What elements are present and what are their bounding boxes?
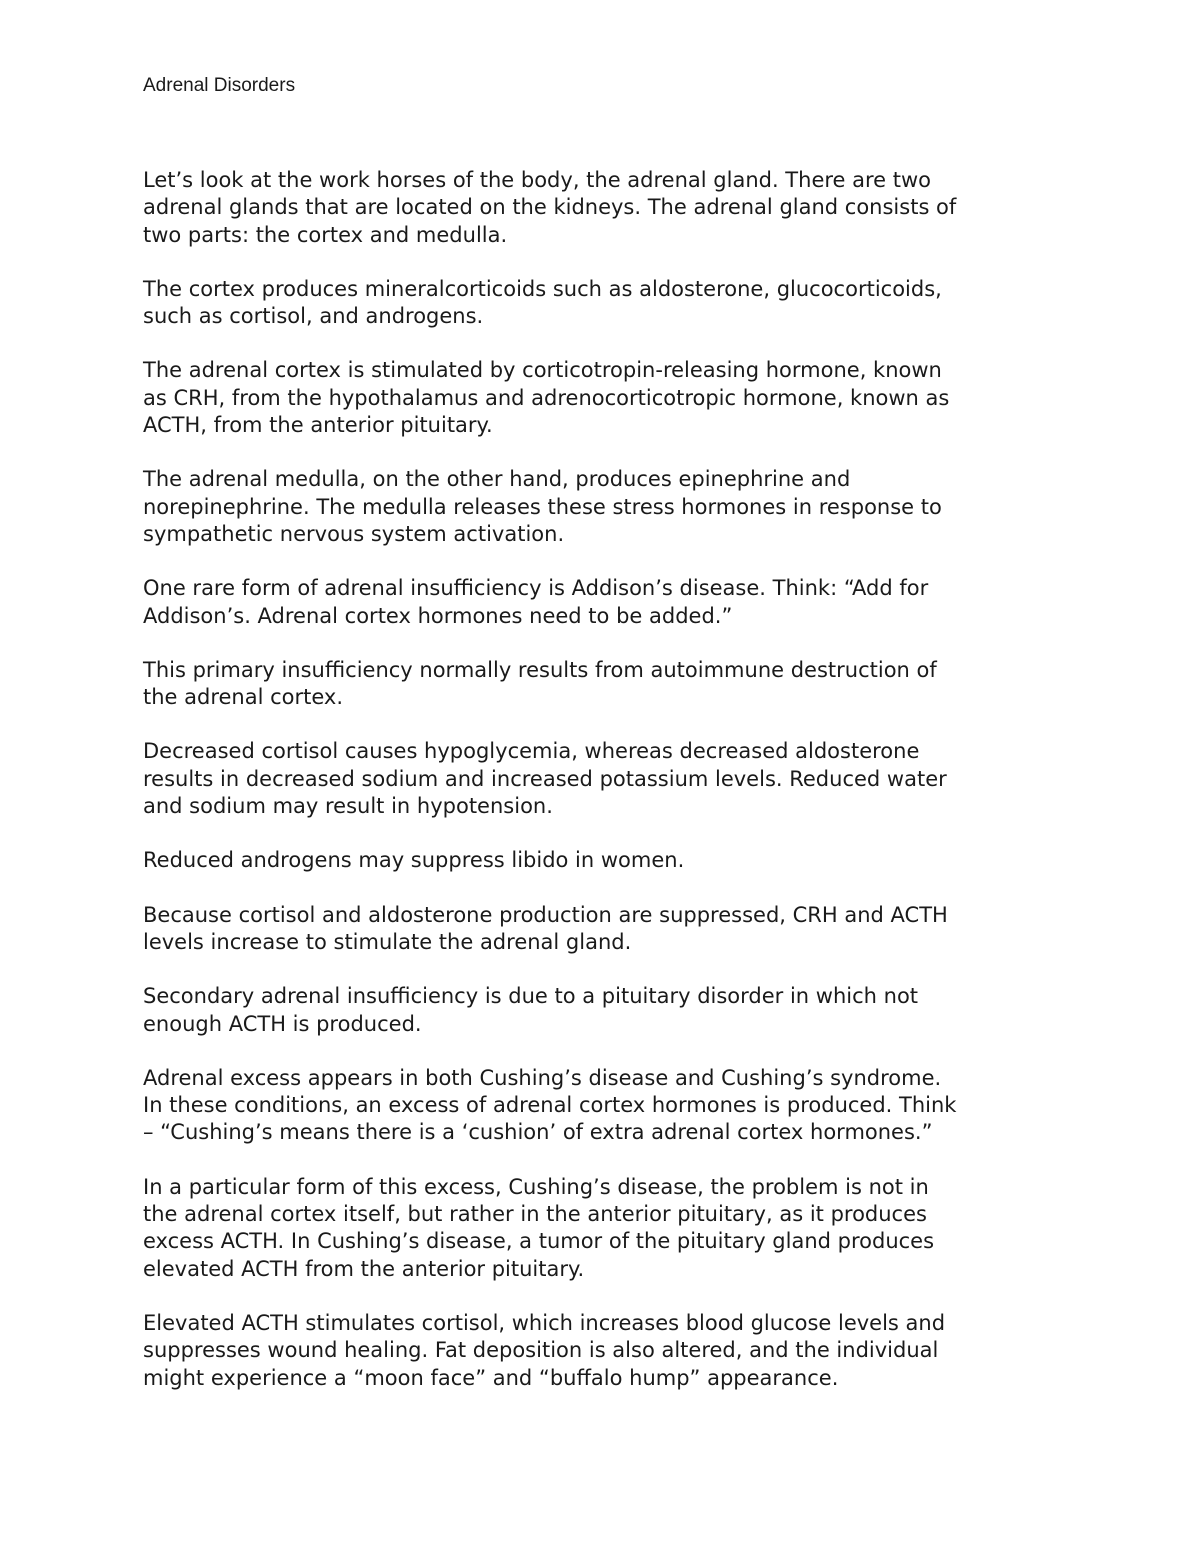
- text-line: as CRH, from the hypothalamus and adrenocorticotropic hormone, known as: [143, 385, 950, 410]
- paragraph: [143, 1174, 1073, 1283]
- text-line: Because cortisol and aldosterone production are suppressed, CRH and ACTH: [143, 902, 948, 927]
- text-line: – “Cushing’s means there is a ‘cushion’ of extra adrenal cortex hormones.”: [143, 1120, 933, 1145]
- text-line: ACTH, from the anterior pituitary.: [143, 413, 493, 438]
- text-line: sympathetic nervous system activation.: [143, 521, 565, 546]
- document-body: [143, 167, 1073, 1419]
- text-line: Adrenal excess appears in both Cushing’s disease and Cushing’s syndrome.: [143, 1065, 942, 1090]
- text-line: Addison’s. Adrenal cortex hormones need to be added.”: [143, 603, 733, 628]
- paragraph: [143, 1065, 1073, 1147]
- text-line: This primary insufficiency normally results from autoimmune destruction of: [143, 657, 937, 682]
- paragraph: [143, 1310, 1073, 1392]
- document-title: Adrenal Disorders: [143, 75, 296, 96]
- text-line: norepinephrine. The medulla releases these stress hormones in response to: [143, 494, 942, 519]
- text-line: might experience a “moon face” and “buffalo hump” appearance.: [143, 1365, 839, 1390]
- text-line: excess ACTH. In Cushing’s disease, a tumor of the pituitary gland produces: [143, 1229, 935, 1254]
- paragraph: [143, 357, 1073, 439]
- paragraph: [143, 983, 1073, 1038]
- text-line: Elevated ACTH stimulates cortisol, which increases blood glucose levels and: [143, 1310, 946, 1335]
- paragraph: [143, 847, 1073, 874]
- paragraph: [143, 276, 1073, 331]
- text-line: One rare form of adrenal insufficiency is Addison’s disease. Think: “Add for: [143, 576, 929, 601]
- text-line: elevated ACTH from the anterior pituitary.: [143, 1256, 585, 1281]
- text-line: In a particular form of this excess, Cushing’s disease, the problem is not in: [143, 1174, 929, 1199]
- text-line: two parts: the cortex and medulla.: [143, 222, 508, 247]
- text-line: adrenal glands that are located on the kidneys. The adrenal gland consists of: [143, 195, 957, 220]
- text-line: In these conditions, an excess of adrenal cortex hormones is produced. Think: [143, 1093, 957, 1118]
- text-line: The adrenal medulla, on the other hand, produces epinephrine and: [143, 467, 851, 492]
- paragraph: [143, 738, 1073, 820]
- paragraph: [143, 657, 1073, 712]
- text-line: the adrenal cortex.: [143, 685, 344, 710]
- paragraph: [143, 575, 1073, 630]
- text-line: Decreased cortisol causes hypoglycemia, whereas decreased aldosterone: [143, 739, 920, 764]
- text-line: and sodium may result in hypotension.: [143, 794, 553, 819]
- text-line: the adrenal cortex itself, but rather in the anterior pituitary, as it produces: [143, 1202, 927, 1227]
- text-line: Reduced androgens may suppress libido in women.: [143, 848, 685, 873]
- paragraph: [143, 466, 1073, 548]
- text-line: Let’s look at the work horses of the body, the adrenal gland. There are two: [143, 168, 932, 192]
- paragraph: [143, 167, 1073, 249]
- text-line: The adrenal cortex is stimulated by corticotropin-releasing hormone, known: [143, 358, 942, 383]
- text-line: levels increase to stimulate the adrenal gland.: [143, 929, 632, 954]
- text-line: Secondary adrenal insufficiency is due to a pituitary disorder in which not: [143, 984, 919, 1009]
- text-line: such as cortisol, and androgens.: [143, 304, 484, 329]
- text-line: suppresses wound healing. Fat deposition is also altered, and the individual: [143, 1338, 939, 1363]
- text-line: The cortex produces mineralcorticoids such as aldosterone, glucocorticoids,: [143, 276, 942, 301]
- text-line: results in decreased sodium and increased potassium levels. Reduced water: [143, 766, 947, 791]
- text-line: enough ACTH is produced.: [143, 1011, 422, 1036]
- paragraph: [143, 902, 1073, 957]
